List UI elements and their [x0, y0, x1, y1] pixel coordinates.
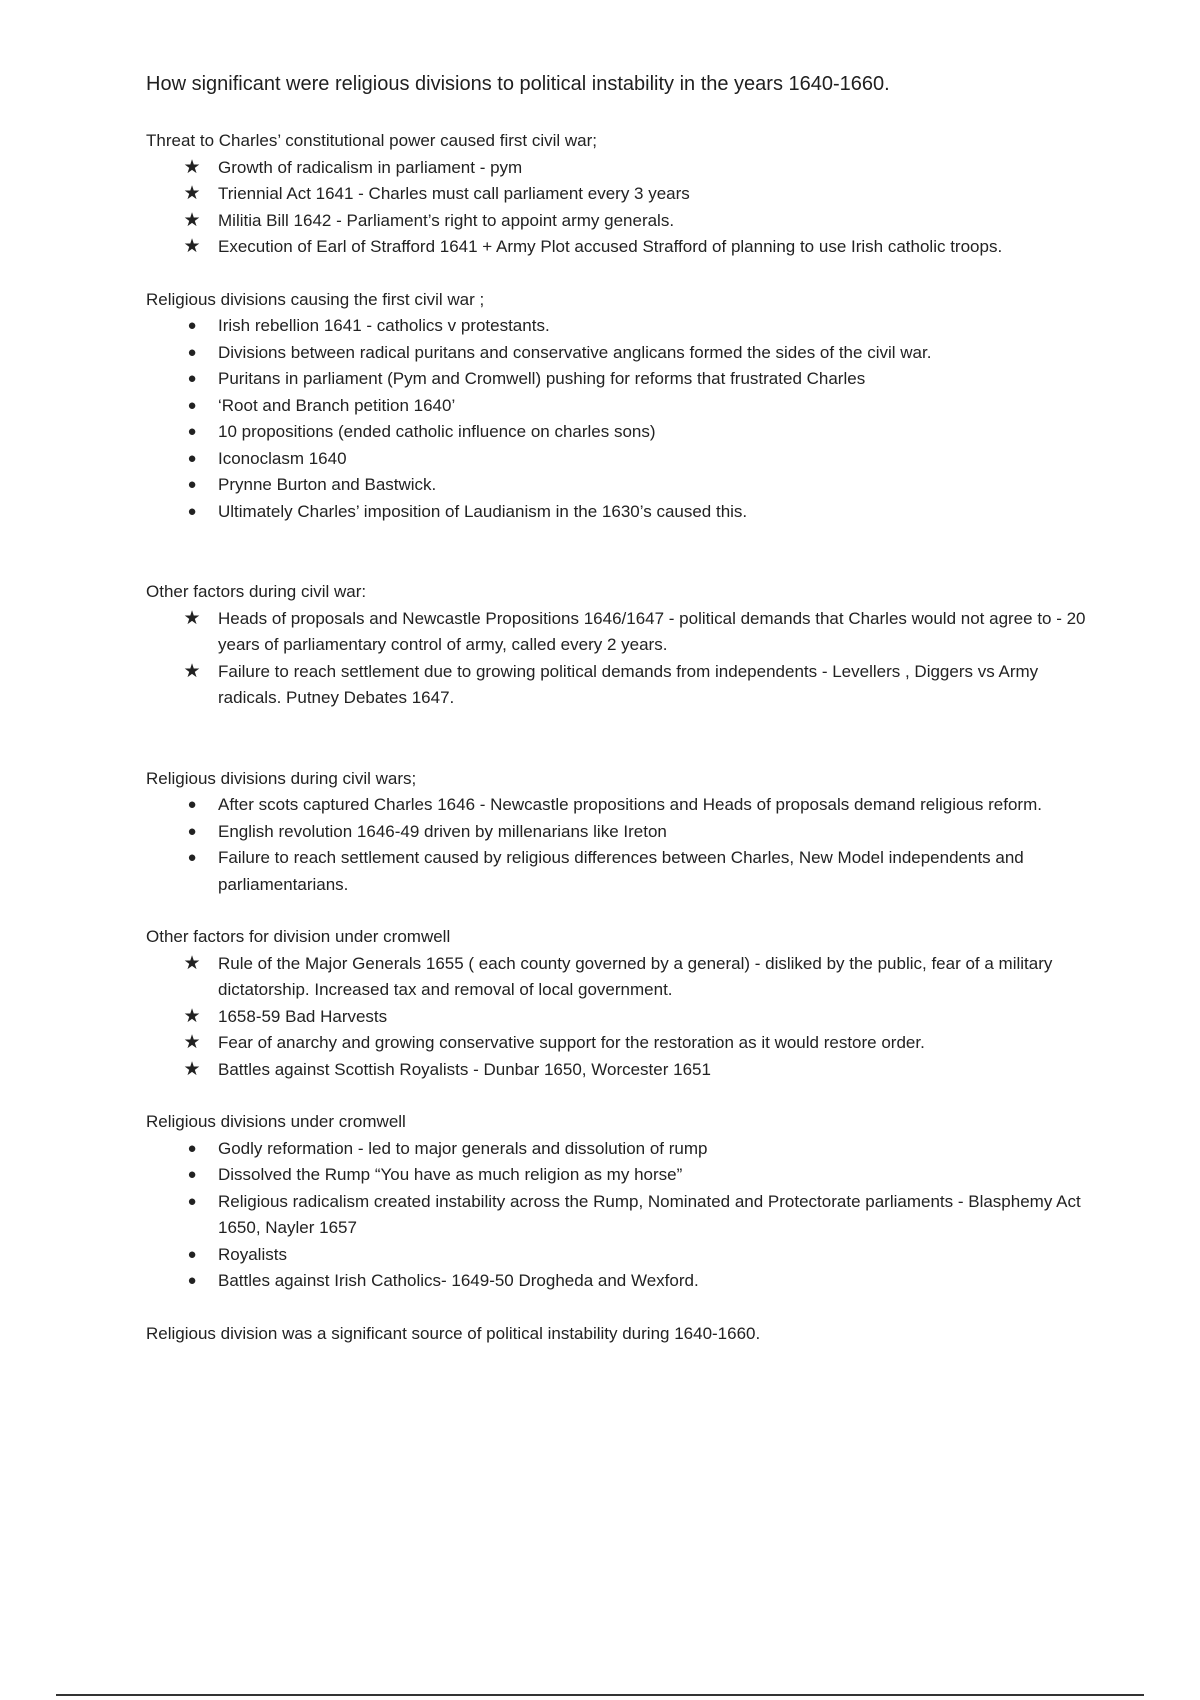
list-item-text: Religious radicalism created instability across the Rump, Nominated and Protectorate parliaments - Blasphemy Act 1650, Nayler 1657 — [218, 1191, 1081, 1237]
bullet-list — [146, 1136, 1106, 1295]
star-bullet-icon: ★ — [183, 1005, 201, 1027]
dot-bullet-icon: ● — [187, 1192, 197, 1210]
list-item-text: After scots captured Charles 1646 - Newcastle propositions and Heads of proposals demand religious reform. — [218, 795, 1042, 814]
list-item — [187, 340, 1106, 367]
dot-bullet-icon: ● — [187, 423, 197, 440]
list-item — [187, 1136, 1106, 1163]
list-item-text: Militia Bill 1642 - Parliament’s right to appoint army generals. — [218, 210, 675, 230]
list-item-text: Fear of anarchy and growing conservative support for the restoration as it would restore order. — [218, 1033, 925, 1052]
list-item-text: Failure to reach settlement due to growing political demands from independents - Levellers , Diggers vs Army radicals. Putney Debates 1647. — [218, 661, 1039, 707]
section-other-factors-civil-war — [146, 579, 1106, 712]
star-bullet-icon: ★ — [183, 607, 201, 629]
list-item — [187, 1268, 1106, 1295]
section-heading: Religious divisions causing the first civil war ; — [146, 289, 485, 309]
list-item — [187, 792, 1106, 819]
list-item-text: Dissolved the Rump “You have as much religion as my horse” — [218, 1165, 683, 1184]
list-item-text: Irish rebellion 1641 - catholics v protestants. — [218, 316, 550, 335]
list-item-text: Prynne Burton and Bastwick. — [218, 475, 437, 494]
dot-bullet-icon: ● — [187, 1272, 197, 1289]
list-item — [187, 419, 1106, 446]
list-item-text: Failure to reach settlement caused by religious differences between Charles, New Model independents and parliamentarians. — [218, 848, 1024, 894]
list-item-text: Execution of Earl of Strafford 1641 + Army Plot accused Strafford of planning to use Irish catholic troops. — [218, 237, 1003, 256]
section-religious-divisions-first-civil-war — [146, 287, 1106, 526]
list-item-text: Godly reformation - led to major generals and dissolution of rump — [218, 1138, 708, 1158]
list-item — [187, 393, 1106, 420]
section-heading: Religious divisions under cromwell — [146, 1112, 406, 1131]
list-item-text: Growth of radicalism in parliament - pym — [218, 157, 523, 177]
dot-bullet-icon: ● — [187, 449, 197, 467]
list-item-text: Royalists — [218, 1244, 287, 1264]
list-item — [183, 659, 1106, 712]
list-item — [183, 1057, 1106, 1084]
star-bullet-icon: ★ — [183, 183, 201, 204]
list-item — [183, 951, 1106, 1004]
list-item — [187, 499, 1106, 526]
list-item-text: English revolution 1646-49 driven by millenarians like Ireton — [218, 821, 667, 841]
list-item — [187, 472, 1106, 499]
dot-bullet-icon: ● — [187, 1166, 197, 1183]
dot-bullet-icon: ● — [187, 796, 197, 813]
bullet-list — [146, 951, 1106, 1084]
list-item-text: Battles against Irish Catholics- 1649-50 Drogheda and Wexford. — [218, 1271, 699, 1290]
list-item-text: Battles against Scottish Royalists - Dunbar 1650, Worcester 1651 — [218, 1059, 711, 1079]
list-item — [187, 446, 1106, 473]
document-page — [146, 70, 1106, 1347]
dot-bullet-icon: ● — [187, 476, 197, 493]
list-item — [183, 1004, 1106, 1031]
dot-bullet-icon: ● — [187, 317, 197, 334]
section-threat-to-constitutional-power — [146, 128, 1106, 261]
dot-bullet-icon: ● — [187, 370, 197, 387]
dot-bullet-icon: ● — [187, 502, 197, 520]
list-item-text: Rule of the Major Generals 1655 ( each county governed by a general) - disliked by the public, fear of a military dictatorship. Increased tax and removal of local government. — [218, 953, 1053, 999]
list-item — [183, 181, 1106, 208]
list-item — [187, 313, 1106, 340]
dot-bullet-icon: ● — [187, 849, 197, 866]
list-item — [187, 845, 1106, 898]
section-other-factors-cromwell — [146, 924, 1106, 1083]
list-item — [187, 1242, 1106, 1269]
document-title: How significant were religious divisions to political instability in the years 1640-1660. — [146, 73, 890, 95]
star-bullet-icon: ★ — [183, 1032, 201, 1053]
star-bullet-icon: ★ — [183, 156, 201, 178]
list-item — [183, 606, 1106, 659]
list-item — [187, 1189, 1106, 1242]
list-item-text: Ultimately Charles’ imposition of Laudianism in the 1630’s caused this. — [218, 501, 748, 521]
section-heading: Other factors for division under cromwell — [146, 927, 451, 946]
list-item-text: Puritans in parliament (Pym and Cromwell) pushing for reforms that frustrated Charles — [218, 369, 866, 388]
list-item — [183, 155, 1106, 182]
star-bullet-icon: ★ — [183, 236, 201, 257]
list-item-text: 10 propositions (ended catholic influence on charles sons) — [218, 422, 656, 441]
dot-bullet-icon: ● — [187, 343, 197, 361]
bullet-list — [146, 606, 1106, 712]
bullet-list — [146, 155, 1106, 261]
list-item — [183, 208, 1106, 235]
section-heading: Other factors during civil war: — [146, 582, 367, 601]
bullet-list — [146, 313, 1106, 525]
dot-bullet-icon: ● — [187, 1245, 197, 1263]
list-item — [187, 819, 1106, 846]
list-item-text: 1658-59 Bad Harvests — [218, 1006, 388, 1026]
section-religious-divisions-civil-wars — [146, 766, 1106, 899]
list-item-text: Iconoclasm 1640 — [218, 448, 347, 468]
star-bullet-icon: ★ — [183, 209, 201, 231]
section-heading: Religious divisions during civil wars; — [146, 768, 417, 788]
section-heading: Threat to Charles’ constitutional power caused first civil war; — [146, 131, 597, 150]
list-item — [183, 234, 1106, 261]
list-item — [183, 1030, 1106, 1057]
list-item-text: Triennial Act 1641 - Charles must call parliament every 3 years — [218, 184, 690, 203]
dot-bullet-icon: ● — [187, 822, 197, 840]
list-item-text: ‘Root and Branch petition 1640’ — [218, 395, 456, 415]
list-item — [187, 366, 1106, 393]
page-bottom-divider — [56, 1694, 1144, 1696]
list-item-text: Heads of proposals and Newcastle Propositions 1646/1647 - political demands that Charles would not agree to - 20 years of parliamentary control of army, called every 2 years. — [218, 608, 1086, 654]
list-item — [187, 1162, 1106, 1189]
star-bullet-icon: ★ — [183, 952, 201, 974]
dot-bullet-icon: ● — [187, 396, 197, 414]
conclusion-text: Religious division was a significant source of political instability during 1640-1660. — [146, 1323, 761, 1343]
section-religious-divisions-cromwell — [146, 1109, 1106, 1295]
bullet-list — [146, 792, 1106, 898]
dot-bullet-icon: ● — [187, 1139, 197, 1157]
star-bullet-icon: ★ — [183, 660, 201, 682]
star-bullet-icon: ★ — [183, 1058, 201, 1080]
list-item-text: Divisions between radical puritans and conservative anglicans formed the sides of the civil war. — [218, 342, 932, 362]
